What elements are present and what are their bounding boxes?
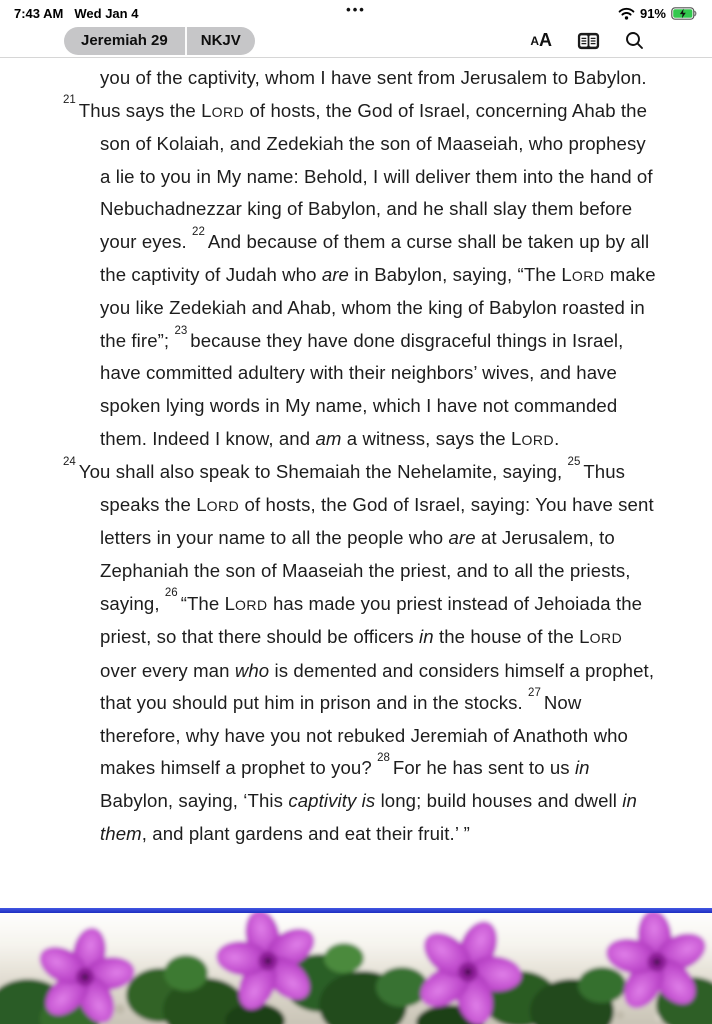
divine-name-smallcaps: LORD bbox=[511, 427, 555, 449]
verse-number: 21 bbox=[63, 94, 76, 107]
book-chapter-button[interactable]: Jeremiah 29 bbox=[81, 32, 168, 49]
divine-name-smallcaps: LORD bbox=[561, 263, 605, 285]
supplied-word: in them bbox=[100, 790, 637, 844]
supplied-word: are bbox=[321, 263, 350, 285]
purple-flowers-image bbox=[0, 913, 712, 1024]
status-bar bbox=[0, 0, 712, 24]
verse-number: 23 bbox=[174, 324, 188, 337]
verse-number: 22 bbox=[192, 225, 205, 238]
supplied-word: are bbox=[448, 527, 476, 549]
verse-number: 26 bbox=[164, 587, 178, 600]
verse-paragraph: $^{24}$ You shall also speak to Shemaiah the Nehelamite, saying, $^{25}$ Thus speaks the LORD of hosts, the God of Israel, saying: You have sent letters in your name to all the people who are at Jerusalem, to Zephaniah the son of Maaseiah the priest, and to all the priests, saying, $^{26}$ “The LORD has made you priest instead of Jehoiada the priest, so that there should be officers in the house of the LORD over every man who is demented and considers himself a prophet, that you should put him in prison and in the stocks. $^{27}$ Now therefore, why have you not rebuked Jeremiah of Anathoth who makes himself a prophet to you? $^{28}$ For he has sent to us in Babylon, saying, ‘This captivity is long; build houses and dwell in them, and plant gardens and eat their fruit.’ ” bbox=[63, 455, 655, 844]
divine-name-smallcaps: LORD bbox=[579, 626, 623, 648]
clock-date: Wed Jan 4 bbox=[74, 5, 139, 21]
divine-name-smallcaps: LORD bbox=[196, 493, 240, 515]
supplied-word: in bbox=[419, 626, 434, 648]
verse-number: 28 bbox=[377, 752, 390, 765]
clock-time: 7:43 AM bbox=[14, 5, 64, 21]
passage-picker bbox=[64, 27, 255, 55]
search-icon[interactable] bbox=[625, 31, 644, 50]
verse-number: 27 bbox=[528, 687, 541, 700]
text-size-large-a: A bbox=[539, 30, 552, 50]
scripture-scroll-area[interactable] bbox=[0, 58, 712, 908]
supplied-word: captivity is bbox=[288, 790, 376, 812]
translation-button[interactable]: NKJV bbox=[185, 27, 255, 55]
supplied-word: who bbox=[234, 659, 270, 681]
battery-percent-label: 91% bbox=[639, 5, 666, 21]
text-size-small-a: A bbox=[530, 33, 539, 48]
wifi-icon bbox=[618, 7, 635, 20]
book-icon[interactable] bbox=[577, 32, 600, 50]
battery-charging-icon bbox=[671, 7, 698, 20]
verse-paragraph: you of the captivity, whom I have sent from Jerusalem to Babylon. bbox=[100, 67, 647, 88]
text-size-button[interactable] bbox=[530, 30, 552, 51]
verse-paragraph: $^{21}$ Thus says the LORD of hosts, the God of Israel, concerning Ahab the son of Kolaiah, and Zedekiah the son of Maaseiah, who prophesy a lie to you in My name: Behold, I will deliver them into the hand of Nebuchadnezzar king of Babylon, and he shall slay them before your eyes. $^{22}$ And because of them a curse shall be taken up by all the captivity of Judah who are in Babylon, saying, “The LORD make you like Zedekiah and Ahab, whom the king of Babylon roasted in the fire”; $^{23}$ because they have done disgraceful things in Israel, have committed adultery with their neighbors’ wives, and have spoken lying words in My name, which I have not commanded them. Indeed I know, and am a witness, says the LORD. bbox=[63, 94, 656, 449]
multitask-dots-handle[interactable]: ••• bbox=[346, 2, 366, 17]
supplied-word: am bbox=[315, 427, 342, 449]
verse-number: 24 bbox=[63, 455, 76, 468]
divine-name-smallcaps: LORD bbox=[201, 99, 245, 121]
divine-name-smallcaps: LORD bbox=[224, 592, 268, 614]
verse-number: 25 bbox=[567, 455, 581, 468]
reader-toolbar bbox=[0, 24, 712, 58]
supplied-word: in bbox=[574, 757, 590, 779]
